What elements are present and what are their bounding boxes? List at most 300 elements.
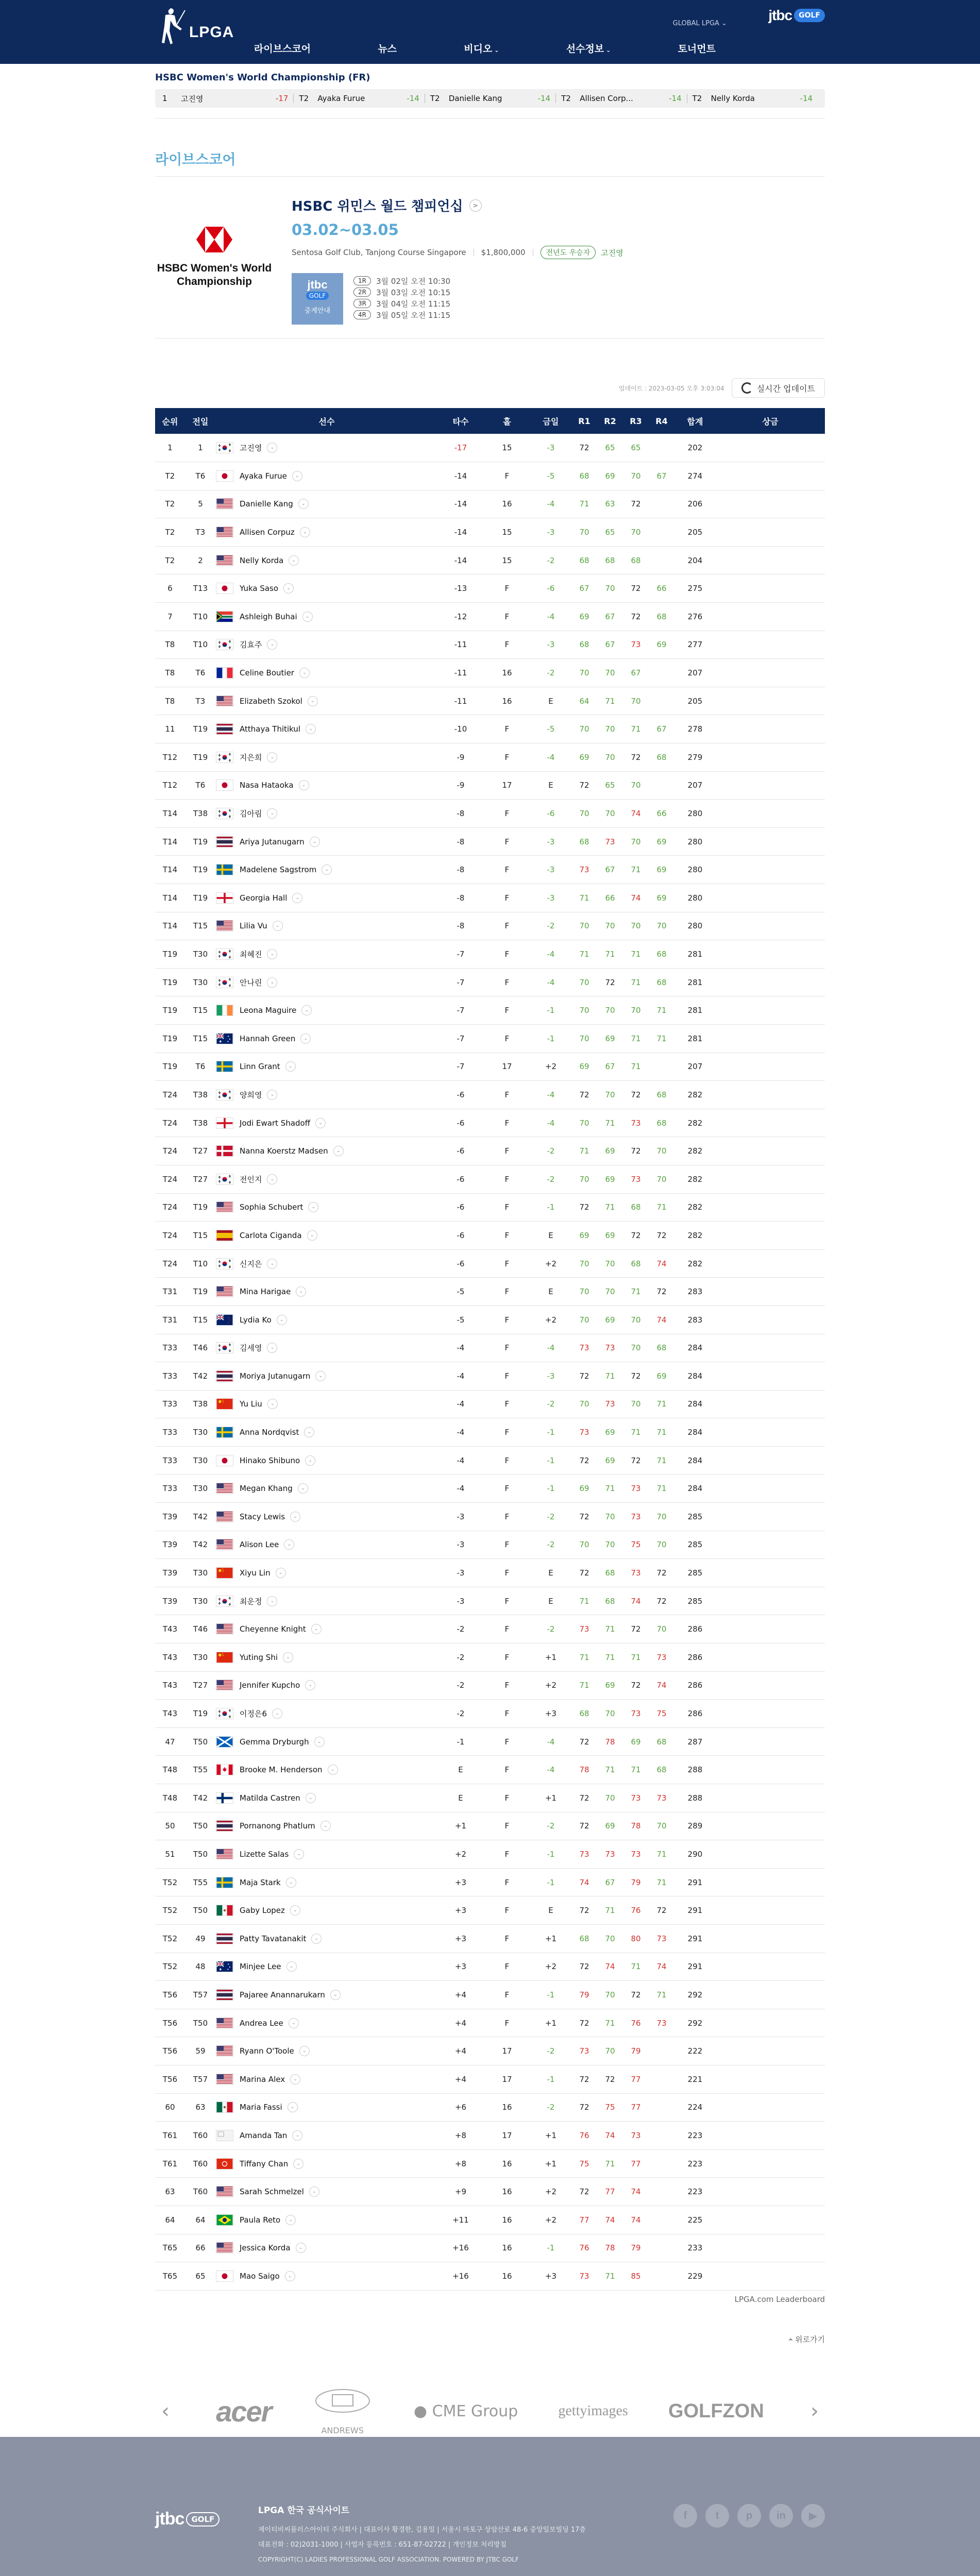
table-row[interactable] xyxy=(155,884,825,912)
table-row[interactable] xyxy=(155,1053,825,1081)
chevron-down-icon[interactable]: ⌄ xyxy=(292,2130,302,2141)
table-row[interactable] xyxy=(155,2234,825,2262)
table-row[interactable] xyxy=(155,1840,825,1869)
player-name[interactable]: Jodi Ewart Shadoff xyxy=(240,1118,311,1128)
table-row[interactable] xyxy=(155,1503,825,1531)
chevron-down-icon[interactable]: ⌄ xyxy=(290,2074,300,2084)
table-row[interactable] xyxy=(155,827,825,856)
player-name[interactable]: Maria Fassi xyxy=(240,2103,282,2112)
table-row[interactable] xyxy=(155,1531,825,1559)
table-row[interactable] xyxy=(155,1418,825,1447)
chevron-down-icon[interactable]: ⌄ xyxy=(300,527,310,537)
player-cell[interactable] xyxy=(216,1671,437,1700)
player-cell[interactable] xyxy=(216,574,437,603)
table-row[interactable] xyxy=(155,2122,825,2150)
player-cell[interactable] xyxy=(216,2178,437,2206)
table-row[interactable] xyxy=(155,2178,825,2206)
chevron-down-icon[interactable]: ⌄ xyxy=(309,2187,319,2197)
player-name[interactable]: Mina Harigae xyxy=(240,1287,291,1297)
chevron-down-icon[interactable]: ⌄ xyxy=(276,1568,286,1578)
player-name[interactable]: Elizabeth Szokol xyxy=(240,696,302,706)
player-cell[interactable] xyxy=(216,1362,437,1391)
player-name[interactable]: Yu Liu xyxy=(240,1399,262,1409)
chevron-down-icon[interactable]: ⌄ xyxy=(286,1877,296,1888)
player-cell[interactable] xyxy=(216,1756,437,1784)
table-row[interactable] xyxy=(155,2206,825,2234)
chevron-down-icon[interactable]: ⌄ xyxy=(299,2046,310,2056)
table-row[interactable] xyxy=(155,1278,825,1306)
player-cell[interactable] xyxy=(216,968,437,996)
table-row[interactable] xyxy=(155,546,825,574)
player-cell[interactable] xyxy=(216,687,437,715)
player-name[interactable]: Georgia Hall xyxy=(240,893,288,903)
chevron-down-icon[interactable]: ⌄ xyxy=(311,1624,322,1634)
chevron-down-icon[interactable]: ⌄ xyxy=(298,499,309,509)
table-row[interactable] xyxy=(155,1334,825,1362)
table-row[interactable] xyxy=(155,2093,825,2122)
player-name[interactable]: 신지은 xyxy=(240,1259,262,1269)
chevron-down-icon[interactable]: ⌄ xyxy=(299,780,309,790)
player-name[interactable]: Yuting Shi xyxy=(240,1652,278,1662)
player-name[interactable]: Ashleigh Buhai xyxy=(240,612,297,621)
table-row[interactable] xyxy=(155,2037,825,2065)
player-name[interactable]: 이정은6 xyxy=(240,1709,267,1719)
player-name[interactable]: Gemma Dryburgh xyxy=(240,1737,309,1747)
chevron-down-icon[interactable]: ⌄ xyxy=(283,1652,293,1663)
player-name[interactable]: 안나린 xyxy=(240,978,262,988)
chevron-down-icon[interactable]: ⌄ xyxy=(306,1793,316,1803)
player-cell[interactable] xyxy=(216,1446,437,1475)
chevron-down-icon[interactable]: ⌄ xyxy=(302,612,313,622)
chevron-down-icon[interactable]: ⌄ xyxy=(306,724,316,734)
table-row[interactable] xyxy=(155,968,825,996)
chevron-down-icon[interactable]: ⌄ xyxy=(288,2102,298,2112)
player-cell[interactable] xyxy=(216,1559,437,1587)
table-row[interactable] xyxy=(155,1615,825,1643)
player-name[interactable]: Hannah Green xyxy=(240,1033,296,1043)
table-row[interactable] xyxy=(155,800,825,828)
table-row[interactable] xyxy=(155,1559,825,1587)
footer-jtbc-logo[interactable] xyxy=(155,2509,219,2529)
player-name[interactable]: Ayaka Furue xyxy=(240,471,287,481)
chevron-down-icon[interactable]: ⌄ xyxy=(305,1680,315,1690)
chevron-down-icon[interactable]: ⌄ xyxy=(267,752,277,762)
player-name[interactable]: Danielle Kang xyxy=(240,499,293,509)
player-cell[interactable] xyxy=(216,743,437,772)
player-name[interactable]: Hinako Shibuno xyxy=(240,1455,300,1465)
player-cell[interactable] xyxy=(216,1812,437,1840)
table-row[interactable] xyxy=(155,1446,825,1475)
table-row[interactable] xyxy=(155,490,825,518)
total-score-cell: +16 xyxy=(452,2271,469,2281)
player-name[interactable]: Andrea Lee xyxy=(240,2018,283,2028)
chevron-down-icon[interactable]: ⌄ xyxy=(273,921,283,931)
chevron-down-icon[interactable]: ⌄ xyxy=(294,1849,304,1859)
r3-cell: 73 xyxy=(631,1512,641,1521)
player-name[interactable]: Megan Khang xyxy=(240,1484,293,1494)
player-cell[interactable] xyxy=(216,1081,437,1109)
pinterest-icon[interactable]: p xyxy=(737,2504,761,2528)
ticker-item[interactable] xyxy=(687,94,818,103)
player-cell[interactable] xyxy=(216,2234,437,2262)
player-name[interactable]: 최운정 xyxy=(240,1597,262,1606)
chevron-down-icon[interactable]: ⌄ xyxy=(283,583,294,594)
ticker-item[interactable] xyxy=(555,94,686,103)
chevron-down-icon[interactable]: ⌄ xyxy=(267,1399,278,1409)
chevron-down-icon[interactable]: ⌄ xyxy=(293,2159,303,2169)
player-cell[interactable] xyxy=(216,603,437,631)
chevron-down-icon[interactable]: ⌄ xyxy=(285,1061,296,1072)
table-row[interactable] xyxy=(155,1812,825,1840)
table-row[interactable] xyxy=(155,1643,825,1672)
chevron-down-icon[interactable]: ⌄ xyxy=(330,1990,341,2000)
player-cell[interactable] xyxy=(216,1700,437,1728)
chevron-down-icon[interactable]: ⌄ xyxy=(304,1427,314,1437)
chevron-down-icon[interactable]: ⌄ xyxy=(286,1961,297,1972)
nav-item-3[interactable] xyxy=(560,41,617,55)
live-update-button[interactable] xyxy=(732,378,825,398)
chevron-down-icon[interactable]: ⌄ xyxy=(315,1371,326,1381)
player-cell[interactable] xyxy=(216,1643,437,1672)
player-name[interactable]: Xiyu Lin xyxy=(240,1568,271,1578)
player-name[interactable]: Sarah Schmelzel xyxy=(240,2187,304,2197)
player-cell[interactable] xyxy=(216,1165,437,1193)
player-cell[interactable] xyxy=(216,546,437,574)
nav-item-1[interactable] xyxy=(371,41,403,55)
chevron-down-icon[interactable]: ⌄ xyxy=(328,1765,338,1775)
player-name[interactable]: 고진영 xyxy=(240,443,262,453)
player-cell[interactable] xyxy=(216,1531,437,1559)
chevron-down-icon[interactable]: ⌄ xyxy=(300,1033,311,1044)
table-row[interactable] xyxy=(155,2065,825,2093)
jtbc-golf-logo[interactable] xyxy=(768,7,825,24)
player-cell[interactable] xyxy=(216,1475,437,1503)
table-row[interactable] xyxy=(155,1756,825,1784)
player-name[interactable]: 최혜진 xyxy=(240,950,262,959)
player-name[interactable]: Nasa Hataoka xyxy=(240,781,294,790)
player-cell[interactable] xyxy=(216,1981,437,2009)
player-cell[interactable] xyxy=(216,2149,437,2178)
table-row[interactable] xyxy=(155,1924,825,1953)
table-row[interactable] xyxy=(155,715,825,743)
player-cell[interactable] xyxy=(216,1109,437,1137)
table-row[interactable] xyxy=(155,603,825,631)
table-row[interactable] xyxy=(155,1981,825,2009)
player-name[interactable]: Ryann O'Toole xyxy=(240,2046,294,2056)
player-name[interactable]: Leona Maguire xyxy=(240,1006,297,1015)
table-row[interactable] xyxy=(155,1390,825,1418)
player-name[interactable]: Amanda Tan xyxy=(240,2130,288,2140)
player-cell[interactable] xyxy=(216,2009,437,2037)
chevron-down-icon[interactable]: ⌄ xyxy=(308,1202,318,1212)
table-row[interactable] xyxy=(155,1193,825,1222)
chevron-down-icon[interactable]: ⌄ xyxy=(290,1512,300,1522)
chevron-down-icon[interactable]: ⌄ xyxy=(267,1343,277,1353)
table-row[interactable] xyxy=(155,1868,825,1896)
player-cell[interactable] xyxy=(216,1953,437,1981)
player-name[interactable]: 양희영 xyxy=(240,1090,262,1100)
player-name[interactable]: Jessica Korda xyxy=(240,2243,291,2253)
player-cell[interactable] xyxy=(216,1840,437,1869)
chevron-down-icon[interactable]: ⌄ xyxy=(267,808,277,819)
chevron-down-icon[interactable]: ⌄ xyxy=(272,1708,282,1719)
player-cell[interactable] xyxy=(216,1137,437,1165)
table-row[interactable] xyxy=(155,1306,825,1334)
player-name[interactable]: Tiffany Chan xyxy=(240,2159,289,2168)
player-cell[interactable] xyxy=(216,2093,437,2122)
player-name[interactable]: Marina Alex xyxy=(240,2074,285,2084)
chevron-down-icon[interactable]: ⌄ xyxy=(267,1174,277,1184)
player-name[interactable]: Celine Boutier xyxy=(240,668,294,678)
table-row[interactable] xyxy=(155,1109,825,1137)
table-row[interactable] xyxy=(155,1784,825,1812)
player-name[interactable]: Patty Tavatanakit xyxy=(240,1934,307,1943)
player-name[interactable]: Stacy Lewis xyxy=(240,1512,285,1521)
global-lpga-link[interactable] xyxy=(673,20,727,27)
player-cell[interactable] xyxy=(216,2122,437,2150)
player-cell[interactable] xyxy=(216,1587,437,1615)
chevron-left-icon[interactable]: ‹ xyxy=(161,2399,170,2423)
table-row[interactable] xyxy=(155,1475,825,1503)
player-name[interactable]: Lilia Vu xyxy=(240,921,267,931)
table-row[interactable] xyxy=(155,1896,825,1925)
table-row[interactable] xyxy=(155,1362,825,1391)
player-cell[interactable] xyxy=(216,518,437,547)
player-name[interactable]: 김효주 xyxy=(240,640,262,650)
player-cell[interactable] xyxy=(216,1727,437,1756)
player-name[interactable]: 김세영 xyxy=(240,1343,262,1353)
player-cell[interactable] xyxy=(216,1249,437,1278)
player-name[interactable]: Minjee Lee xyxy=(240,1962,281,1972)
sponsor-golfzon-logo[interactable]: GOLFZON xyxy=(668,2400,764,2422)
chevron-down-icon[interactable]: ⌄ xyxy=(299,668,310,678)
player-name[interactable]: Lydia Ko xyxy=(240,1315,272,1325)
table-row[interactable] xyxy=(155,856,825,884)
player-cell[interactable] xyxy=(216,2262,437,2291)
chevron-down-icon[interactable]: ⌄ xyxy=(333,1146,344,1156)
table-row[interactable] xyxy=(155,574,825,603)
sponsor-getty-logo[interactable]: gettyimages xyxy=(558,2403,628,2419)
table-row[interactable] xyxy=(155,1249,825,1278)
chevron-down-icon[interactable]: ⌄ xyxy=(311,1934,322,1944)
chevron-down-icon[interactable]: ⌄ xyxy=(285,2215,296,2225)
chevron-down-icon[interactable]: ⌄ xyxy=(301,1005,312,1015)
chevron-down-icon[interactable]: ⌄ xyxy=(315,1118,326,1128)
chevron-down-icon[interactable]: ⌄ xyxy=(289,2018,299,2028)
player-cell[interactable] xyxy=(216,1896,437,1925)
player-name[interactable]: Cheyenne Knight xyxy=(240,1624,306,1634)
table-row[interactable] xyxy=(155,2149,825,2178)
chevron-down-icon[interactable]: ⌄ xyxy=(267,1596,277,1606)
player-cell[interactable] xyxy=(216,434,437,462)
table-row[interactable] xyxy=(155,659,825,687)
player-name[interactable]: Pornanong Phatlum xyxy=(240,1821,315,1831)
player-name[interactable]: Atthaya Thitikul xyxy=(240,724,301,734)
chevron-down-icon[interactable]: ⌄ xyxy=(267,977,277,988)
player-cell[interactable] xyxy=(216,940,437,969)
table-row[interactable] xyxy=(155,771,825,800)
table-row[interactable] xyxy=(155,2009,825,2037)
player-cell[interactable] xyxy=(216,631,437,659)
table-row[interactable] xyxy=(155,1587,825,1615)
player-cell[interactable] xyxy=(216,912,437,940)
chevron-down-icon[interactable]: ⌄ xyxy=(292,893,302,903)
player-name[interactable]: Alison Lee xyxy=(240,1540,279,1550)
player-cell[interactable] xyxy=(216,2206,437,2234)
player-name[interactable]: Brooke M. Henderson xyxy=(240,1765,323,1775)
table-row[interactable] xyxy=(155,1081,825,1109)
player-cell[interactable] xyxy=(216,1615,437,1643)
player-cell[interactable] xyxy=(216,1193,437,1222)
chevron-down-icon[interactable]: ⌄ xyxy=(296,2243,306,2253)
table-row[interactable] xyxy=(155,996,825,1025)
player-cell[interactable] xyxy=(216,659,437,687)
table-row[interactable] xyxy=(155,1953,825,1981)
player-name[interactable]: Moriya Jutanugarn xyxy=(240,1371,311,1381)
player-cell[interactable] xyxy=(216,462,437,490)
chevron-down-icon[interactable]: ⌄ xyxy=(298,1483,308,1494)
chevron-down-icon[interactable]: ⌄ xyxy=(307,1230,317,1241)
chevron-down-icon[interactable]: ⌄ xyxy=(305,1455,315,1466)
sponsor-cme-logo[interactable] xyxy=(414,2402,518,2420)
player-cell[interactable] xyxy=(216,1222,437,1250)
player-name[interactable]: 김아림 xyxy=(240,809,262,819)
player-cell[interactable] xyxy=(216,1390,437,1418)
player-cell[interactable] xyxy=(216,1334,437,1362)
sum-cell: 288 xyxy=(687,1793,703,1803)
nav-item-4[interactable] xyxy=(672,41,722,55)
player-name[interactable]: 지은희 xyxy=(240,753,262,762)
table-row[interactable] xyxy=(155,1222,825,1250)
table-row[interactable] xyxy=(155,1165,825,1193)
chevron-down-icon[interactable]: ⌄ xyxy=(277,1315,287,1325)
chevron-down-icon[interactable]: ⌄ xyxy=(308,696,318,706)
player-cell[interactable] xyxy=(216,1278,437,1306)
player-name[interactable]: Lizette Salas xyxy=(240,1849,289,1859)
table-row[interactable] xyxy=(155,631,825,659)
player-name[interactable]: 전인지 xyxy=(240,1175,262,1184)
player-cell[interactable] xyxy=(216,1503,437,1531)
chevron-down-icon[interactable]: ⌄ xyxy=(267,639,277,650)
player-cell[interactable] xyxy=(216,1924,437,1953)
chevron-down-icon[interactable]: ⌄ xyxy=(290,1905,300,1916)
chevron-down-icon[interactable]: ⌄ xyxy=(267,949,277,959)
table-row[interactable] xyxy=(155,687,825,715)
player-cell[interactable] xyxy=(216,490,437,518)
table-row[interactable] xyxy=(155,1024,825,1053)
ticker-item[interactable] xyxy=(162,93,293,104)
player-cell[interactable] xyxy=(216,996,437,1025)
facebook-icon[interactable]: f xyxy=(673,2504,697,2528)
player-name[interactable]: Madelene Sagstrom xyxy=(240,865,317,875)
chevron-down-icon[interactable]: ⌄ xyxy=(320,1821,331,1831)
player-cell[interactable] xyxy=(216,771,437,800)
player-cell[interactable] xyxy=(216,1784,437,1812)
today-score-cell: +1 xyxy=(545,2159,557,2168)
player-name[interactable]: Ariya Jutanugarn xyxy=(240,837,305,846)
lpga-leaderboard-link[interactable]: LPGA.com Leaderboard xyxy=(734,2295,825,2304)
chevron-down-icon[interactable]: ⌄ xyxy=(284,1539,294,1550)
chevron-down-icon[interactable]: ⌄ xyxy=(285,2271,295,2281)
chevron-down-icon[interactable]: ⌄ xyxy=(314,1737,325,1747)
back-to-top-button[interactable] xyxy=(785,2334,825,2345)
player-name[interactable]: Allisen Corpuz xyxy=(240,528,295,537)
table-row[interactable] xyxy=(155,462,825,490)
chevron-down-icon[interactable]: ⌄ xyxy=(267,443,277,453)
table-row[interactable] xyxy=(155,2262,825,2291)
chevron-down-icon[interactable]: ⌄ xyxy=(310,837,320,847)
chevron-down-icon[interactable]: ⌄ xyxy=(267,1090,277,1100)
player-name[interactable]: Maja Stark xyxy=(240,1877,281,1887)
table-row[interactable] xyxy=(155,434,825,462)
table-row[interactable] xyxy=(155,912,825,940)
player-cell[interactable] xyxy=(216,2037,437,2065)
player-cell[interactable] xyxy=(216,1024,437,1053)
player-cell[interactable] xyxy=(216,715,437,743)
tournament-title: HSBC 위민스 월드 챔피언십 xyxy=(292,199,463,214)
youtube-icon[interactable]: ▶ xyxy=(801,2504,825,2528)
sponsor-andrews-logo[interactable] xyxy=(312,2387,374,2435)
table-row[interactable] xyxy=(155,1671,825,1700)
player-name[interactable]: Anna Nordqvist xyxy=(240,1428,299,1437)
player-name[interactable]: Nelly Korda xyxy=(240,555,284,565)
tv-guide-box[interactable] xyxy=(292,273,343,325)
table-row[interactable] xyxy=(155,518,825,547)
ticker-item[interactable] xyxy=(293,94,424,103)
flag-th-icon xyxy=(216,1370,233,1382)
table-row[interactable] xyxy=(155,940,825,969)
table-row[interactable] xyxy=(155,1727,825,1756)
player-name[interactable]: Sophia Schubert xyxy=(240,1202,303,1212)
player-name[interactable]: Yuka Saso xyxy=(240,584,279,594)
nav-item-0[interactable] xyxy=(248,41,317,55)
player-name[interactable]: Gaby Lopez xyxy=(240,1906,285,1916)
player-cell[interactable] xyxy=(216,856,437,884)
player-name[interactable]: Paula Reto xyxy=(240,2215,281,2225)
player-name[interactable]: Carlota Ciganda xyxy=(240,1230,302,1240)
linkedin-icon[interactable]: in xyxy=(769,2504,793,2528)
chevron-right-icon[interactable]: › xyxy=(810,2399,819,2423)
player-cell[interactable] xyxy=(216,827,437,856)
table-row[interactable] xyxy=(155,1700,825,1728)
player-name[interactable]: Pajaree Anannarukarn xyxy=(240,1990,325,1999)
player-cell[interactable] xyxy=(216,1053,437,1081)
chevron-down-icon[interactable]: ⌄ xyxy=(296,1286,306,1297)
chevron-down-icon[interactable]: ⌄ xyxy=(322,865,332,875)
player-name[interactable]: Matilda Castren xyxy=(240,1793,300,1803)
chevron-down-icon[interactable]: ⌄ xyxy=(292,471,302,481)
player-cell[interactable] xyxy=(216,884,437,912)
player-cell[interactable] xyxy=(216,1868,437,1896)
sponsor-acer-logo[interactable]: acer xyxy=(216,2395,272,2428)
player-name[interactable]: Nanna Koerstz Madsen xyxy=(240,1146,328,1156)
ticker-item[interactable] xyxy=(425,94,555,103)
table-row[interactable] xyxy=(155,743,825,772)
player-cell[interactable] xyxy=(216,1418,437,1447)
table-row[interactable] xyxy=(155,1137,825,1165)
player-cell[interactable] xyxy=(216,1306,437,1334)
player-name[interactable]: Mao Saigo xyxy=(240,2271,280,2281)
player-cell[interactable] xyxy=(216,800,437,828)
player-name[interactable]: Jennifer Kupcho xyxy=(240,1681,300,1690)
nav-item-2[interactable] xyxy=(458,41,505,55)
chevron-down-icon[interactable]: ⌄ xyxy=(289,555,299,566)
chevron-down-icon[interactable]: ⌄ xyxy=(267,1259,277,1269)
player-cell[interactable] xyxy=(216,2065,437,2093)
player-name[interactable]: Linn Grant xyxy=(240,1062,280,1072)
twitter-icon[interactable]: t xyxy=(705,2504,729,2528)
chevron-right-icon[interactable]: > xyxy=(469,199,482,212)
